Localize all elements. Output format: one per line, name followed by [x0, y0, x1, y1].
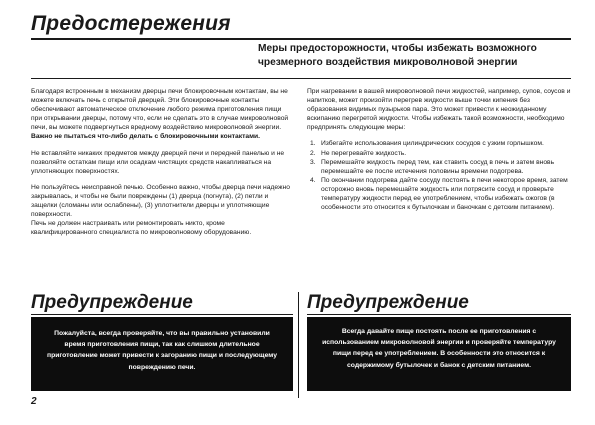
list-item-number: 1.	[310, 140, 316, 148]
left-column	[31, 87, 293, 244]
warning-title-left: Предупреждение	[31, 292, 193, 313]
list-item	[307, 176, 571, 212]
list-item	[307, 149, 571, 158]
list-item-number: 3.	[310, 158, 316, 166]
subtitle-rule	[31, 78, 571, 79]
paragraph-faulty-oven: Не пользуйтесь неисправной печью. Особенно важно, чтобы дверца печи надежно закрывалась, и чтобы не были повреждены (1) дверца (погнута), (2) петли и защелки (сломаны или ослаблены), (3) уплотнители дверцы и уплотняющие поверхности.	[31, 183, 290, 219]
right-column	[307, 87, 571, 212]
warning-box-right: Всегда давайте пище постоять после ее приготовления с использованием микроволновой энергии и проверяйте температуру пищи перед ее употреблением. В особенности это относится к содержимому бутылочек и банок с детским питанием.	[307, 317, 571, 391]
list-item-text: Избегайте использования цилиндрических сосудов с узким горлышком.	[321, 140, 544, 148]
warning-title-right: Предупреждение	[307, 292, 469, 313]
warning-rule-right	[307, 314, 571, 315]
list-item-text: Перемешайте жидкость перед тем, как ставить сосуд в печь и затем вновь перемешайте ее после истечения половины времени подогрева.	[321, 158, 555, 175]
list-item	[307, 158, 571, 176]
list-item-text: По окончании подогрева дайте сосуду постоять в печи некоторое время, затем осторожно вновь перемешайте жидкость или потрясите сосуд и проверьте температуру жидкости перед ее употреблением, чтобы избежать ожогов (в особенности это относится к бутылочкам и баночкам с детским питанием).	[321, 176, 568, 212]
list-item-number: 2.	[310, 149, 316, 157]
page-number: 2	[31, 396, 37, 407]
paragraph-interlock-warning: Важно не пытаться что-либо делать с блокировочными контактами.	[31, 133, 261, 141]
warning-rule-left	[31, 314, 293, 315]
precautions-list	[307, 139, 571, 212]
column-divider	[298, 292, 299, 398]
paragraph-service: Печь не должен настраивать или ремонтировать никто, кроме квалифицированного специалиста по микроволновому оборудованию.	[31, 220, 252, 237]
paragraph-interlock: Благодаря встроенным в механизм дверцы печи блокировочным контактам, вы не можете включать печь с открытой дверцей. Эти блокировочные контакты обеспечивают автоматическое отключение любого режима приготовления пищи при открывании дверцы, потому что, если не сделать это в случае микроволновой печи, вы можете подвергнуться вредному воздействию микроволновой энергии.	[31, 88, 289, 132]
warning-box-left: Пожалуйста, всегда проверяйте, что вы правильно установили время приготовления пищи, так как слишком длительное приготовление может привести к загоранию пищи и последующему повреждению печи.	[31, 317, 293, 391]
title-rule	[31, 38, 571, 40]
page-title: Предостережения	[31, 12, 231, 35]
list-item-number: 4.	[310, 176, 316, 184]
paragraph-liquids-intro: При нагревании в вашей микроволновой печи жидкостей, например, супов, соусов и напитков, может произойти перегрев жидкости выше точки кипения без образования видимых пузырьков пара. Это может привести к неожиданному вскипанию перегретой жидкости. Чтобы избежать такой возможности, необходимо предпринять следующие меры:	[307, 88, 571, 132]
list-item-text: Не перегревайте жидкость.	[321, 149, 407, 157]
section-subtitle: Меры предосторожности, чтобы избежать возможного чрезмерного воздействия микроволновой энергии	[258, 43, 537, 68]
paragraph-door-gap: Не вставляйте никаких предметов между дверцей печи и передней панелью и не позволяйте остаткам пищи или осадкам чистящих средств накапливаться на уплотняющих поверхностях.	[31, 149, 285, 175]
list-item	[307, 139, 571, 148]
